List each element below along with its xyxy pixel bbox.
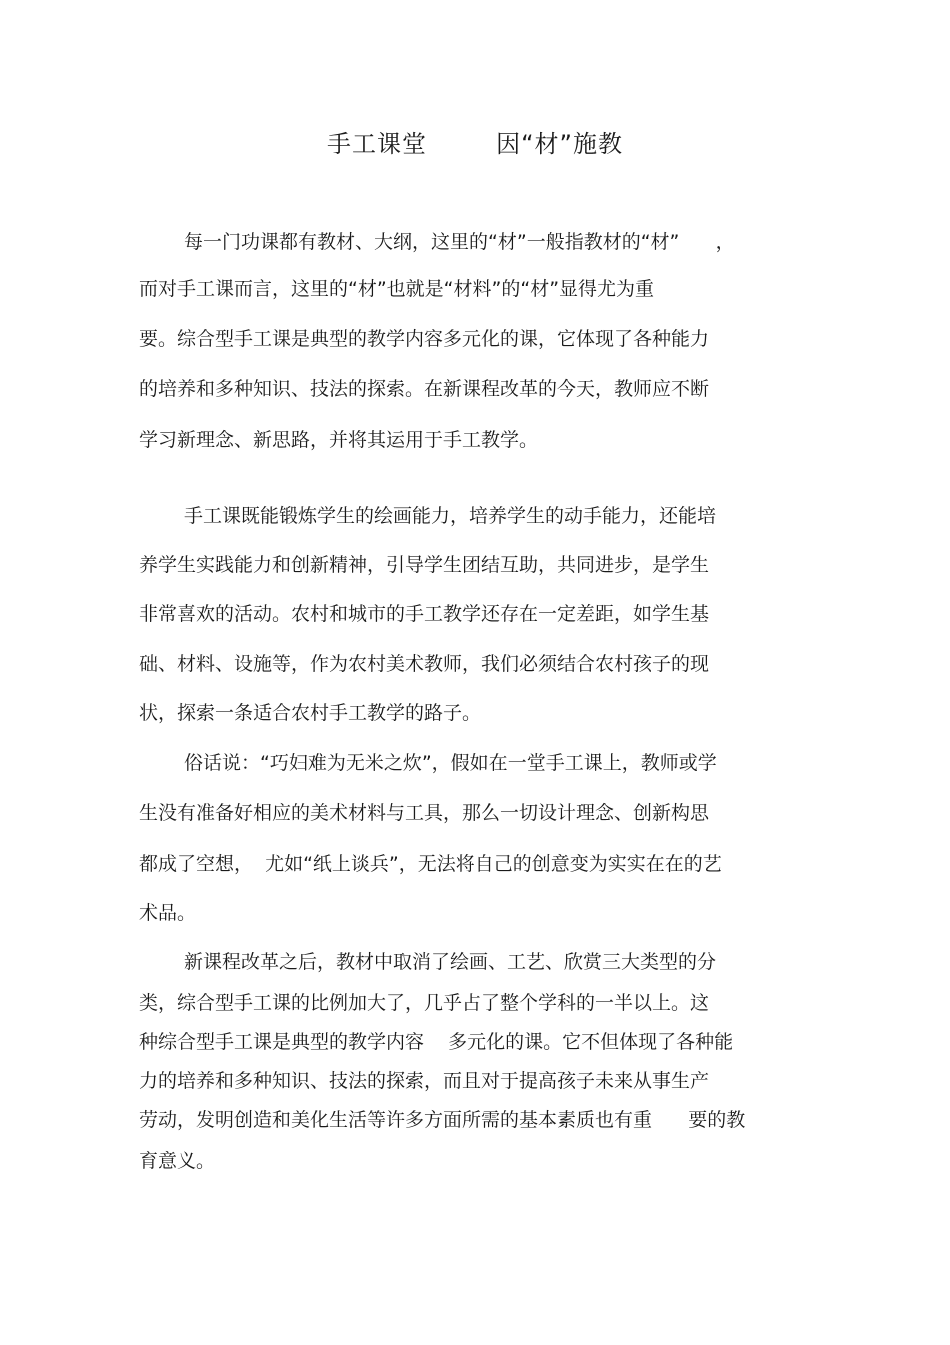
paragraph-3-line-2: 生没有准备好相应的美术材料与工具，那么一切设计理念、创新构思 [139,802,710,824]
paragraph-1-line-5: 学习新理念、新思路，并将其运用于手工教学。 [139,429,539,451]
paragraph-1-line-3: 要。综合型手工课是典型的教学内容多元化的课，它体现了各种能力 [139,328,710,350]
paragraph-4-line-4: 力的培养和多种知识、技法的探索，而且对于提高孩子未来从事生产 [139,1070,710,1092]
paragraph-2-line-5: 状，探索一条适合农村手工教学的路子。 [139,702,482,724]
paragraph-1-line-2: 而对手工课而言，这里的“材”也就是“材料”的“材”显得尤为重 [139,278,655,300]
paragraph-3-line-3: 都成了空想， 尤如“纸上谈兵”，无法将自己的创意变为实实在在的艺 [139,853,722,875]
paragraph-4-line-5: 劳动，发明创造和美化生活等许多方面所需的基本素质也有重 要的教 [139,1109,746,1131]
paragraph-3-line-1: 俗话说：“巧妇难为无米之炊”，假如在一堂手工课上，教师或学 [184,752,717,774]
paragraph-3-line-4: 术品。 [139,902,197,924]
paragraph-1-line-4: 的培养和多种知识、技法的探索。在新课程改革的今天，教师应不断 [139,378,710,400]
paragraph-4-line-1: 新课程改革之后，教材中取消了绘画、工艺、欣赏三大类型的分 [184,951,717,973]
paragraph-4-line-2: 类，综合型手工课的比例加大了，几乎占了整个学科的一半以上。这 [139,992,710,1014]
paragraph-1-line-1: 每一门功课都有教材、大纲，这里的“材”一般指教材的“材” ， [184,231,735,253]
paragraph-2-line-1: 手工课既能锻炼学生的绘画能力，培养学生的动手能力，还能培 [184,505,717,527]
paragraph-2-line-4: 础、材料、设施等，作为农村美术教师，我们必须结合农村孩子的现 [139,653,710,675]
paragraph-2-line-2: 养学生实践能力和创新精神，引导学生团结互助，共同进步，是学生 [139,554,710,576]
paragraph-2-line-3: 非常喜欢的活动。农村和城市的手工教学还存在一定差距，如学生基 [139,603,710,625]
document-title: 手工课堂 因“材”施教 [327,130,623,158]
paragraph-4-line-6: 育意义。 [139,1150,216,1172]
paragraph-4-line-3: 种综合型手工课是典型的教学内容 多元化的课。它不但体现了各种能 [139,1031,734,1053]
